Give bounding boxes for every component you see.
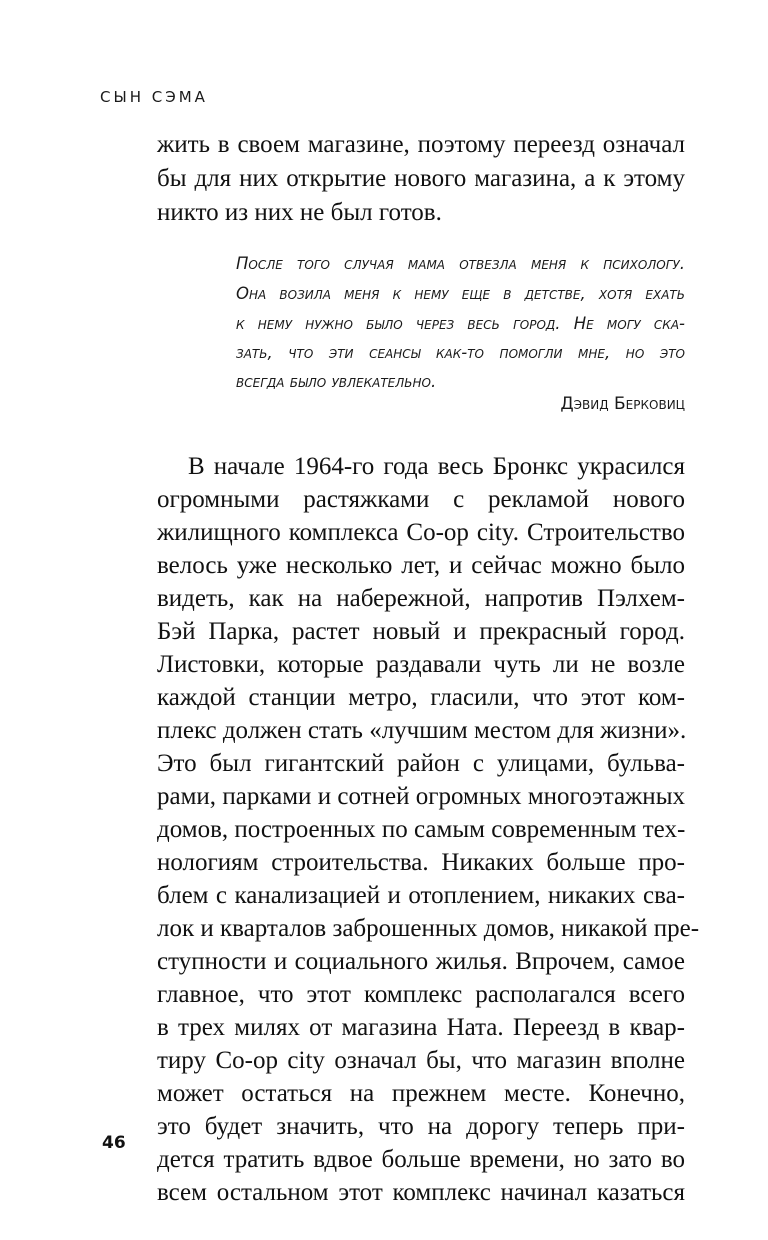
text-line: Листовки, которые раздавали чуть ли не возле [157, 651, 685, 678]
text-line: бы для них открытие нового магазина, а к этому [157, 165, 685, 192]
text-line: в трех милях от магазина Ната. Переезд в квар- [157, 1014, 685, 1041]
text-line: дется тратить вдвое больше времени, но зато во [157, 1146, 685, 1173]
text-line: велось уже несколько лет, и сейчас можно было [157, 552, 685, 579]
text-line: блем с канализацией и отоплением, никаких сва- [157, 882, 685, 909]
text-line: никто из них не был готов. [157, 199, 442, 226]
text-line: жить в своем магазине, поэтому переезд означал [157, 131, 685, 158]
page-number: 46 [102, 1133, 126, 1153]
text-line: ступности и социального жилья. Впрочем, самое [157, 948, 685, 975]
text-line: видеть, как на набережной, напротив Пэлхем- [157, 585, 685, 612]
text-line: Это был гигантский район с улицами, бульва- [157, 750, 685, 777]
text-line: огромными растяжками с рекламой нового [157, 486, 685, 513]
text-line: лок и кварталов заброшенных домов, никакой пре- [157, 915, 700, 942]
text-line: это будет значить, что на дорогу теперь при- [157, 1113, 685, 1140]
epigraph-attribution: Дэвид Берковиц [560, 394, 685, 414]
epigraph-line: Она возила меня к нему еще в детстве, хотя ехать [236, 284, 685, 303]
text-line: Бэй Парка, растет новый и прекрасный город. [157, 618, 685, 645]
epigraph-line: После того случая мама отвезла меня к психологу. [236, 254, 685, 273]
epigraph-line: зать, что эти сеансы как-то помогли мне, но это [236, 343, 685, 362]
text-line: В начале 1964-го года весь Бронкс украсился [188, 453, 685, 480]
text-line: плекс должен стать «лучшим местом для жизни». [157, 717, 687, 744]
text-line: всем остальном этот комплекс начинал казаться [157, 1179, 685, 1206]
text-line: жилищного комплекса Co-op city. Строительство [157, 519, 685, 546]
text-line: домов, построенных по самым современным тех- [157, 816, 686, 843]
text-line: каждой станции метро, гласили, что этот ком- [157, 684, 685, 711]
running-head: СЫН СЭМА [100, 88, 208, 106]
text-line: нологиям строительства. Никаких больше про- [157, 849, 685, 876]
text-line: рами, парками и сотней огромных многоэтажных [157, 783, 685, 810]
epigraph-line: к нему нужно было через весь город. Не могу ска- [236, 314, 685, 333]
text-line: главное, что этот комплекс располагался всего [157, 981, 685, 1008]
text-line: может остаться на прежнем месте. Конечно, [157, 1080, 685, 1107]
epigraph-line: всегда было увлекательно. [236, 372, 437, 391]
text-line: тиру Co-op city означал бы, что магазин вполне [157, 1047, 685, 1074]
